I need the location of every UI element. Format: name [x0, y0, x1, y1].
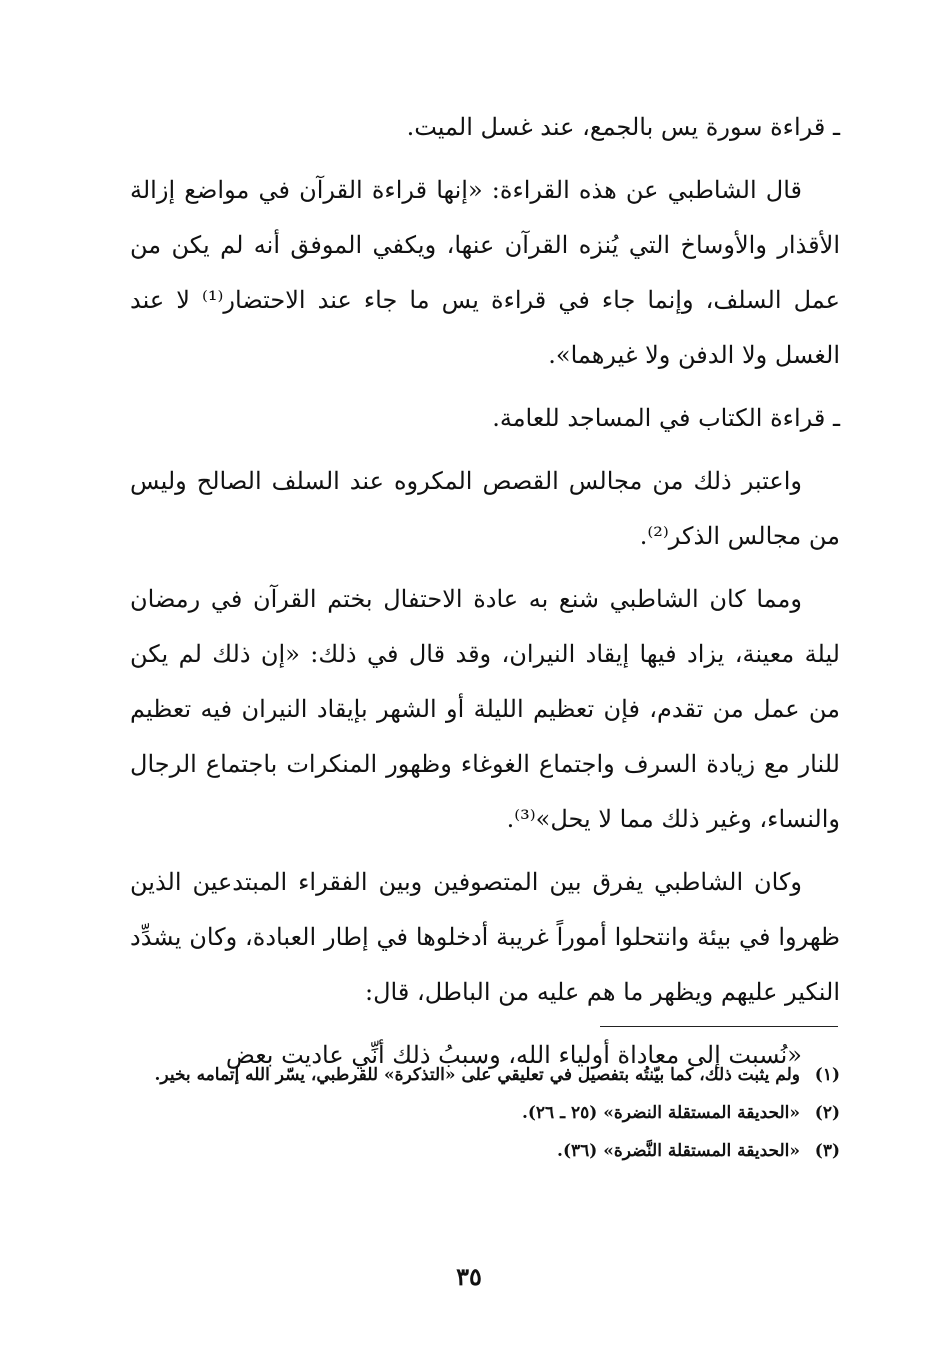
footnote-number: (٣)	[814, 1141, 840, 1161]
paragraph-khatm-celebration: ومما كان الشاطبي شنع به عادة الاحتفال بختم القرآن في رمضان ليلة معينة، يزاد فيها إيقاد النيران، وقد قال في ذلك: «إن ذلك لم يكن من عمل من تقدم، فإن تعظيم الليلة أو الشهر بإيقاد النيران فيه تعظيم للنار مع زيادة السرف واجتماع الغوغاء وظهور المنكرات باجتماع الرجال والنساء، وغير ذلك مما لا يحل»⁽³⁾.	[130, 585, 840, 833]
page-number: ٣٥	[456, 1262, 482, 1291]
paragraph-qasas-gatherings: واعتبر ذلك من مجالس القصص المكروه عند السلف الصالح وليس من مجالس الذكر⁽²⁾.	[130, 467, 840, 550]
footnote-item	[130, 1134, 840, 1168]
paragraph-awliya-quote: «نُسبت إلى معاداة أولياء الله، وسببُ ذلك أنِّي عاديت بعض	[225, 1041, 802, 1069]
main-text	[130, 100, 840, 1083]
footnote-item	[130, 1096, 840, 1130]
footnote-text: «الحديقة المستقلة النَّضرة» (٣٦).	[557, 1141, 800, 1161]
footnote-text: ولم يثبت ذلك، كما بيّنتُه بتفصيل في تعليقي على «التذكرة» للقرطبي، يسّر الله إتمامه بخير.	[154, 1065, 800, 1085]
footnote-item	[130, 1058, 840, 1092]
footnotes	[130, 1058, 840, 1172]
footnote-text: «الحديقة المستقلة النضرة» (٢٥ ـ ٢٦).	[521, 1103, 800, 1123]
paragraph-sufis-distinction: وكان الشاطبي يفرق بين المتصوفين وبين الفقراء المبتدعين الذين ظهروا في بيئة وانتحلوا أموراً غريبة أدخلوها في إطار العبادة، وكان يشدِّد النكير عليهم ويظهر ما هم عليه من الباطل، قال:	[130, 868, 840, 1006]
footnote-number: (٢)	[814, 1103, 840, 1123]
paragraph-shatibi-quote-yasin: قال الشاطبي عن هذه القراءة: «إنها قراءة القرآن في مواضع إزالة الأقذار والأوساخ التي يُنزه القرآن عنها، ويكفي الموفق أنه لم يكن من عمل السلف، وإنما جاء في قراءة يس ما جاء عند الاحتضار⁽¹⁾ لا عند الغسل ولا الدفن ولا غيرهما».	[130, 176, 840, 369]
footnote-divider	[600, 1026, 838, 1027]
footnote-number: (١)	[814, 1065, 840, 1085]
paragraph-yasin-reading: ـ قراءة سورة يس بالجمع، عند غسل الميت.	[406, 113, 840, 141]
paragraph-book-reading: ـ قراءة الكتاب في المساجد للعامة.	[492, 404, 840, 432]
